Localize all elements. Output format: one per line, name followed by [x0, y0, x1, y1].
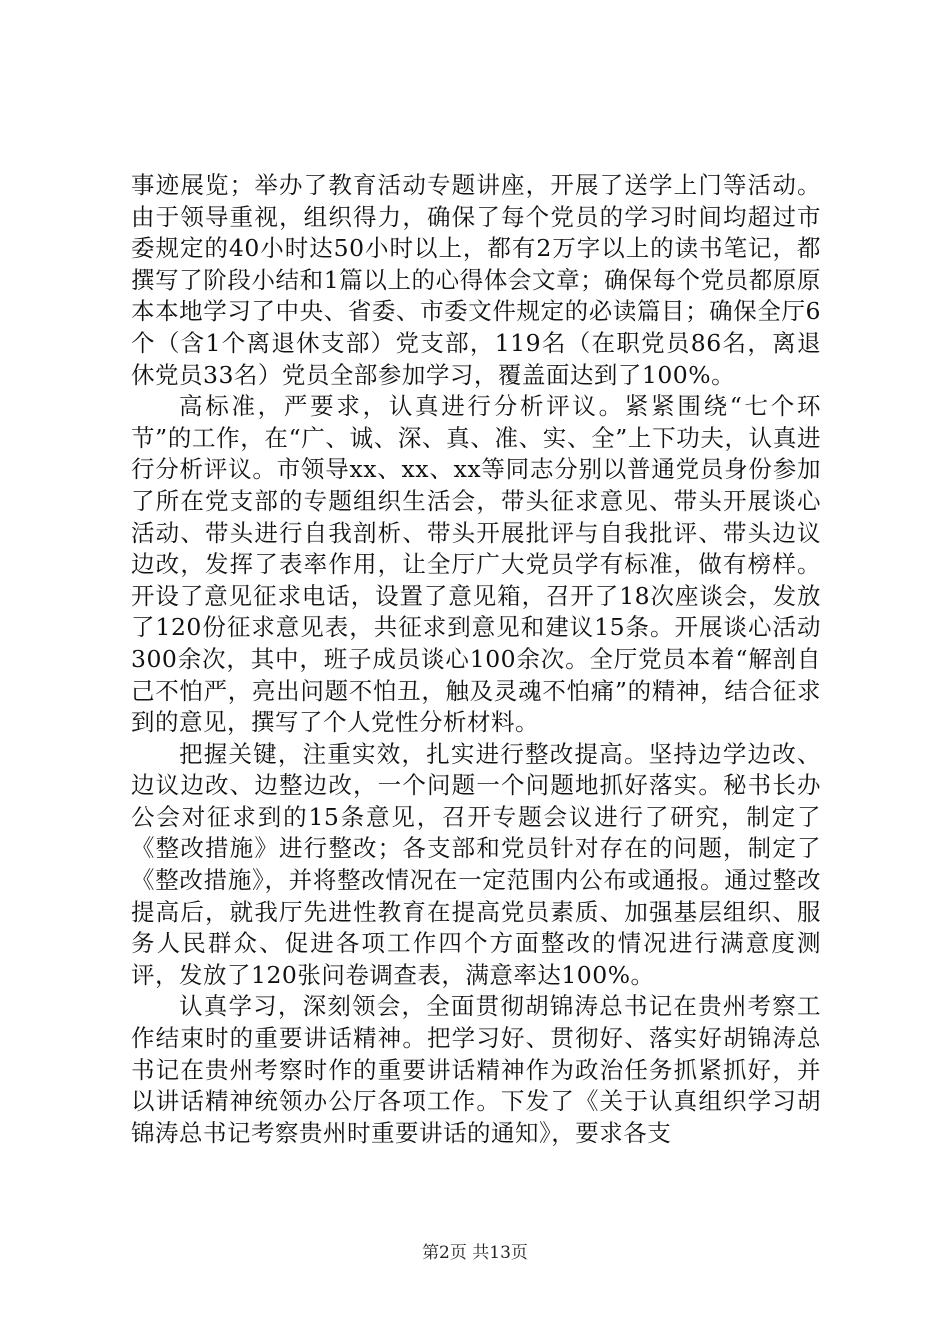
paragraph-3: 把握关键，注重实效，扎实进行整改提高。坚持边学边改、边议边改、边整边改，一个问题一个问题地抓好落实。秘书长办公会对征求到的15条意见，召开专题会议进行了研究，制定了《整改措施》进行整改；各支部和党员针对存在的问题，制定了《整改措施》，并将整改情况在一定范围内公布或通报。通过整改提高后，就我厅先进性教育在提高党员素质、加强基层组织、服务人民群众、促进各项工作四个方面整改的情况进行满意度测评，发放了120张问卷调查表，满意率达100%。 — [131, 739, 821, 989]
page-number-footer: 第2页 共13页 — [422, 1243, 528, 1263]
document-body — [131, 170, 821, 1149]
paragraph-1: 事迹展览；举办了教育活动专题讲座，开展了送学上门等活动。由于领导重视，组织得力，确保了每个党员的学习时间均超过市委规定的40小时达50小时以上，都有2万字以上的读书笔记，都撰写了阶段小结和1篇以上的心得体会文章；确保每个党员都原原本本地学习了中央、省委、市委文件规定的必读篇目；确保全厅6个（含1个离退休支部）党支部，119名（在职党员86名，离退休党员33名）党员全部参加学习，覆盖面达到了100%。 — [131, 171, 821, 389]
paragraph-2: 高标准，严要求，认真进行分析评议。紧紧围绕“七个环节”的工作，在“广、诚、深、真、准、实、全”上下功夫，认真进行分析评议。市领导xx、xx、xx等同志分别以普通党员身份参加了所在党支部的专题组织生活会，带头征求意见、带头开展谈心活动、带头进行自我剖析、带头开展批评与自我批评、带头边议边改，发挥了表率作用，让全厅广大党员学有标准，做有榜样。开设了意见征求电话，设置了意见箱，召开了18次座谈会，发放了120份征求意见表，共征求到意见和建议15条。开展谈心活动300余次，其中，班子成员谈心100余次。全厅党员本着“解剖自己不怕严，亮出问题不怕丑，触及灵魂不怕痛”的精神，结合征求到的意见，撰写了个人党性分析材料。 — [131, 392, 821, 737]
paragraph-4: 认真学习，深刻领会，全面贯彻胡锦涛总书记在贵州考察工作结束时的重要讲话精神。把学习好、贯彻好、落实好胡锦涛总书记在贵州考察时作的重要讲话精神作为政治任务抓紧抓好，并以讲话精神统领办公厅各项工作。下发了《关于认真组织学习胡锦涛总书记考察贵州时重要讲话的通知》，要求各支 — [131, 992, 821, 1147]
